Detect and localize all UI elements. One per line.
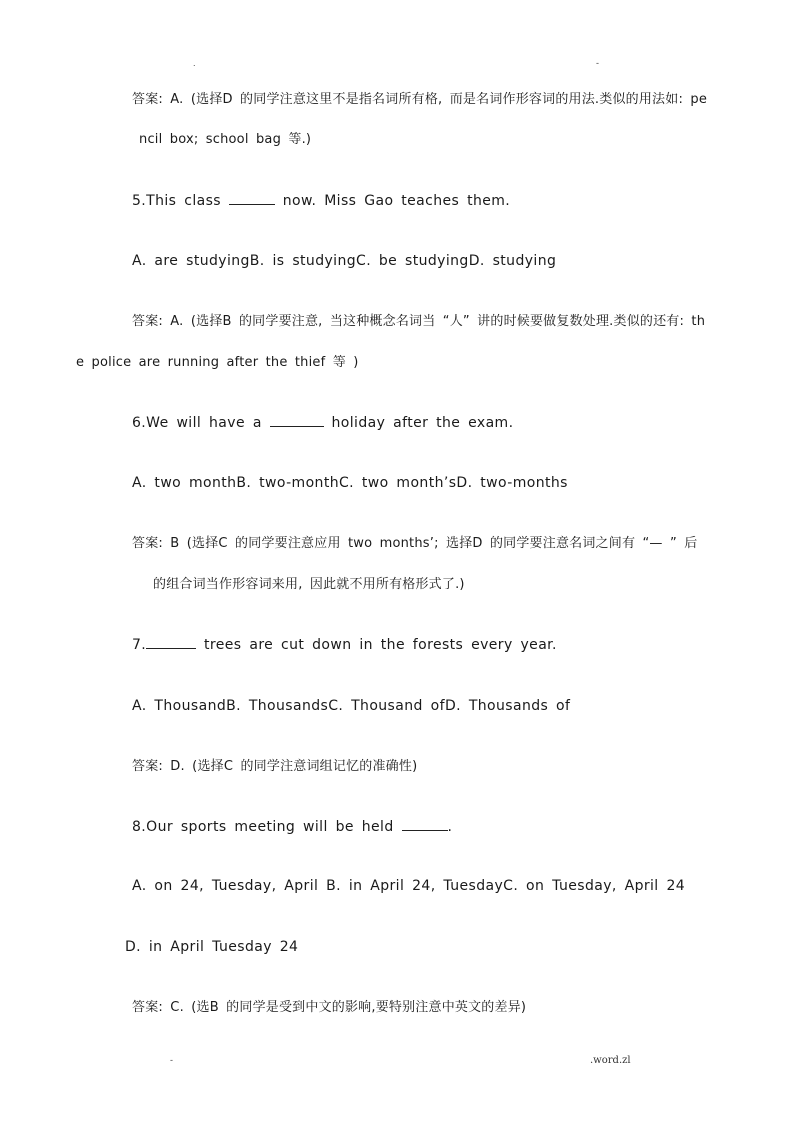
answer-7: 答案: D. (选择C 的同学注意词组记忆的准确性): [132, 759, 418, 774]
question-8-option-d: D. in April Tuesday 24: [125, 939, 299, 955]
question-7: [132, 636, 557, 654]
answer-4-line-1: 答案: A. (选择D 的同学注意这里不是指名词所有格, 而是名词作形容词的用法.类似的用法如: pe: [132, 92, 708, 107]
answer-6-line-1: 答案: B (选择C 的同学要注意应用 two months’; 选择D 的同学要注意名词之间有 “— ” 后: [132, 536, 698, 551]
header-right-mark: -: [596, 58, 599, 68]
question-6-blank: [270, 414, 324, 427]
question-5: [132, 192, 510, 210]
footer-left-mark: -: [170, 1055, 173, 1065]
question-8-suffix: .: [447, 819, 453, 835]
question-6: [132, 414, 513, 432]
footer-right-text: .word.zl: [590, 1055, 631, 1066]
question-8-prefix: 8.Our sports meeting will be held: [132, 819, 394, 835]
question-8: [132, 818, 452, 836]
question-6-suffix: holiday after the exam.: [331, 415, 514, 431]
answer-5-line-2: e police are running after the thief 等 ): [76, 355, 359, 370]
answer-5-line-1: 答案: A. (选择B 的同学要注意, 当这种概念名词当 “人” 讲的时候要做复数处理.类似的还有: th: [132, 314, 706, 329]
question-8-options: A. on 24, Tuesday, April B. in April 24, TuesdayC. on Tuesday, April 24: [132, 878, 686, 894]
answer-8: 答案: C. (选B 的同学是受到中文的影响,要特别注意中英文的差异): [132, 1000, 527, 1015]
question-7-suffix: trees are cut down in the forests every year.: [204, 637, 557, 653]
question-5-blank: [229, 192, 275, 205]
question-7-blank: [146, 636, 196, 649]
question-8-blank: [402, 818, 448, 831]
question-6-options: A. two monthB. two-monthC. two month’sD. two-months: [132, 475, 568, 491]
header-left-mark: .: [193, 58, 196, 68]
question-7-prefix: 7.: [132, 637, 147, 653]
question-6-prefix: 6.We will have a: [132, 415, 262, 431]
answer-6-line-2: 的组合词当作形容词来用, 因此就不用所有格形式了.): [153, 577, 465, 592]
question-5-suffix: now. Miss Gao teaches them.: [282, 193, 511, 209]
question-5-prefix: 5.This class: [132, 193, 221, 209]
question-5-options: A. are studyingB. is studyingC. be studyingD. studying: [132, 253, 557, 269]
question-7-options: A. ThousandB. ThousandsC. Thousand ofD. Thousands of: [132, 698, 571, 714]
answer-4-line-2: ncil box; school bag 等.): [139, 132, 312, 147]
